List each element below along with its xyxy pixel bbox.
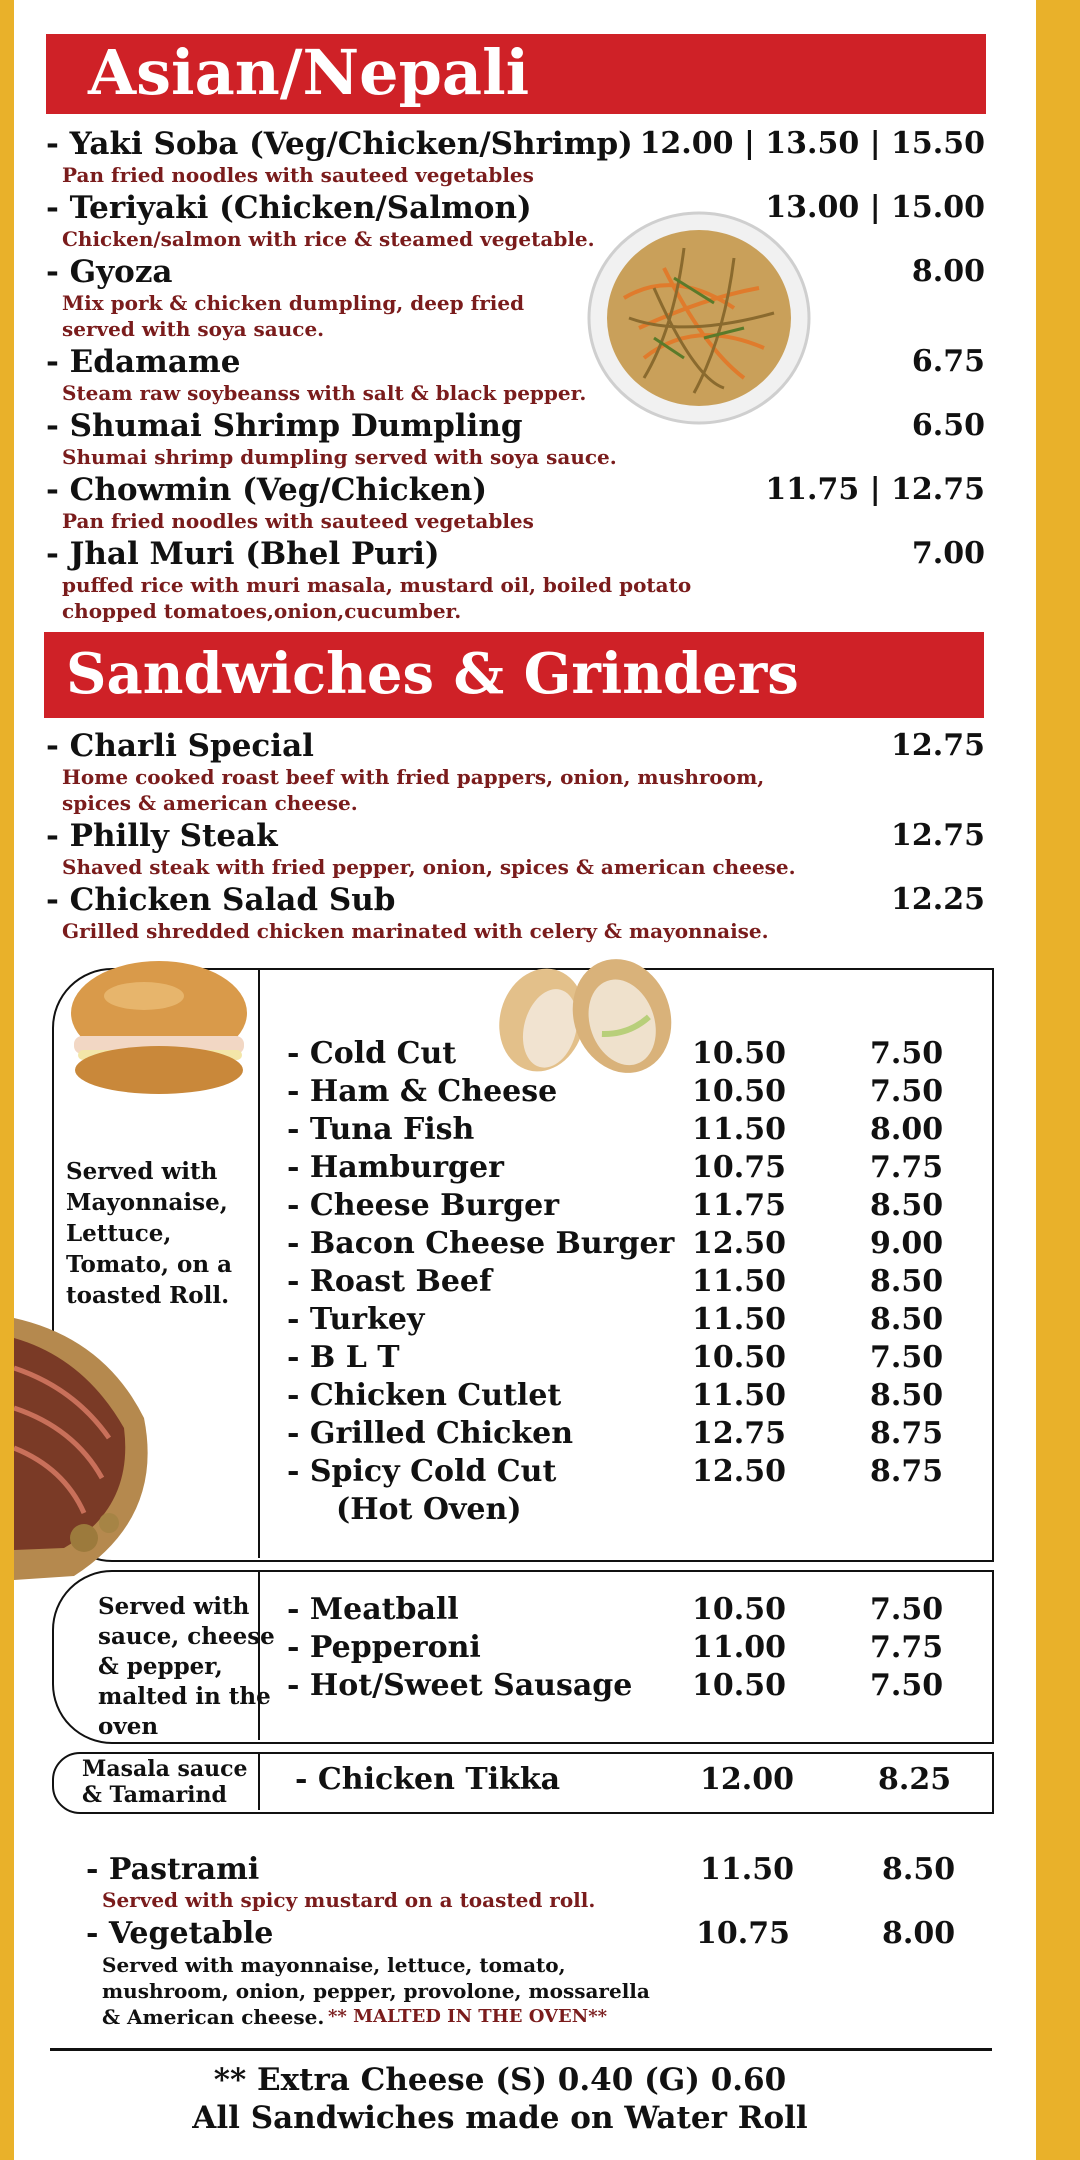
item-desc: Shumai shrimp dumpling served with soya sauce. bbox=[62, 445, 617, 469]
row-price-large: 11.75 bbox=[692, 1188, 786, 1223]
row-name: - Hamburger bbox=[287, 1150, 504, 1185]
row-price-large: 11.50 bbox=[692, 1264, 786, 1299]
menu-row bbox=[287, 1074, 944, 1109]
menu-row bbox=[287, 1630, 944, 1665]
item-desc: Served with mayonnaise, lettuce, tomato, mushroom, onion, pepper, provolone, mossarella & American cheese. bbox=[102, 1953, 650, 2029]
menu-row bbox=[287, 1378, 944, 1413]
row-name: - Grilled Chicken bbox=[287, 1416, 574, 1451]
row-price-large: 10.75 bbox=[692, 1150, 786, 1185]
row-name: - Vegetable bbox=[86, 1916, 274, 1951]
row-price-large: 12.50 bbox=[692, 1454, 786, 1489]
box-label: Served with sauce, cheese & pepper, malted in the oven bbox=[98, 1593, 275, 1740]
row-name: - Spicy Cold Cut bbox=[287, 1454, 557, 1489]
box-label: Served with Mayonnaise, Lettuce, Tomato, on a toasted Roll. bbox=[66, 1158, 233, 1309]
menu-item bbox=[46, 882, 985, 944]
row-price-small: 8.50 bbox=[870, 1378, 944, 1413]
row-price-large: 12.75 bbox=[692, 1416, 786, 1451]
row-price-small: 7.50 bbox=[870, 1036, 944, 1071]
menu-row bbox=[287, 1036, 944, 1071]
row-name: - Bacon Cheese Burger bbox=[287, 1226, 675, 1261]
item-desc: Pan fried noodles with sauteed vegetables bbox=[62, 163, 534, 187]
row-price-small: 7.50 bbox=[870, 1668, 944, 1703]
row-price-large: 10.50 bbox=[692, 1036, 786, 1071]
row-name: - B L T bbox=[287, 1340, 400, 1375]
row-name: - Pastrami bbox=[86, 1852, 260, 1887]
malted-note: ** MALTED IN THE OVEN** bbox=[328, 2006, 608, 2027]
menu-row bbox=[86, 1916, 956, 1951]
item-desc: Chicken/salmon with rice & steamed vegetable. bbox=[62, 227, 595, 251]
row-price-small: 7.75 bbox=[870, 1630, 944, 1665]
item-price: 8.00 bbox=[911, 254, 985, 289]
row-price-small: 7.50 bbox=[870, 1074, 944, 1109]
menu-row bbox=[287, 1264, 944, 1299]
menu-item bbox=[46, 190, 985, 252]
menu-row bbox=[287, 1668, 944, 1703]
row-price-small: 8.00 bbox=[882, 1916, 956, 1951]
sandwiches-title: Sandwiches & Grinders bbox=[66, 641, 799, 707]
row-price-large: 10.50 bbox=[692, 1074, 786, 1109]
roast-beef-image bbox=[14, 1298, 154, 1580]
menu-item bbox=[46, 818, 985, 880]
row-price-large: 10.50 bbox=[692, 1668, 786, 1703]
item-name: - Chicken Salad Sub bbox=[46, 882, 396, 918]
item-price: 12.75 bbox=[891, 818, 985, 853]
item-name: - Charli Special bbox=[46, 728, 314, 764]
row-price-small: 8.50 bbox=[870, 1264, 944, 1299]
row-price-large: 11.50 bbox=[692, 1112, 786, 1147]
row-price-large: 11.50 bbox=[692, 1378, 786, 1413]
item-name: - Jhal Muri (Bhel Puri) bbox=[46, 536, 440, 572]
item-desc: Steam raw soybeanss with salt & black pepper. bbox=[62, 381, 587, 405]
menu-row bbox=[287, 1112, 944, 1147]
item-price: 7.00 bbox=[911, 536, 985, 571]
item-name: - Yaki Soba (Veg/Chicken/Shrimp) bbox=[46, 126, 633, 162]
menu-row bbox=[295, 1762, 952, 1797]
menu-row bbox=[86, 1852, 956, 1887]
left-border bbox=[0, 0, 14, 2160]
row-name: - Chicken Tikka bbox=[295, 1762, 561, 1797]
menu-item bbox=[46, 126, 985, 188]
row-price-small: 7.50 bbox=[870, 1592, 944, 1627]
row-price-large: 11.50 bbox=[692, 1302, 786, 1337]
menu-item bbox=[46, 254, 985, 342]
item-price: 6.75 bbox=[911, 344, 985, 379]
footer-divider bbox=[50, 2048, 992, 2051]
menu-row bbox=[287, 1150, 944, 1185]
menu-item bbox=[46, 472, 985, 534]
row-price-small: 8.25 bbox=[878, 1762, 952, 1797]
menu-row bbox=[287, 1188, 944, 1223]
row-price-small: 9.00 bbox=[870, 1226, 944, 1261]
menu-row bbox=[287, 1416, 944, 1451]
sub-sandwich-image bbox=[492, 956, 682, 1084]
item-name: - Gyoza bbox=[46, 254, 173, 290]
menu-row bbox=[287, 1592, 944, 1627]
menu-row bbox=[287, 1340, 944, 1375]
row-price-large: 10.50 bbox=[692, 1592, 786, 1627]
row-name: - Turkey bbox=[287, 1302, 425, 1337]
extra-cheese-note: ** Extra Cheese (S) 0.40 (G) 0.60 bbox=[213, 2062, 787, 2098]
item-desc: Home cooked roast beef with fried pappers, onion, mushroom, spices & american cheese. bbox=[62, 765, 765, 815]
row-price-small: 8.50 bbox=[870, 1188, 944, 1223]
item-name: - Shumai Shrimp Dumpling bbox=[46, 408, 523, 444]
row-name: - Tuna Fish bbox=[287, 1112, 475, 1147]
row-price-small: 8.50 bbox=[870, 1302, 944, 1337]
menu-item bbox=[46, 344, 985, 406]
row-name: - Chicken Cutlet bbox=[287, 1378, 562, 1413]
item-price: 12.75 bbox=[891, 728, 985, 763]
row-price-small: 7.75 bbox=[870, 1150, 944, 1185]
row-price-small: 7.50 bbox=[870, 1340, 944, 1375]
row-price-large: 10.50 bbox=[692, 1340, 786, 1375]
menu-item bbox=[46, 728, 985, 816]
item-price: 12.25 bbox=[891, 882, 985, 917]
row-price-large: 11.00 bbox=[692, 1630, 786, 1665]
row-name: - Cheese Burger bbox=[287, 1188, 560, 1223]
item-desc: Mix pork & chicken dumpling, deep fried served with soya sauce. bbox=[62, 291, 525, 341]
row-name: - Hot/Sweet Sausage bbox=[287, 1668, 633, 1703]
menu-row bbox=[287, 1302, 944, 1337]
item-desc: Served with spicy mustard on a toasted roll. bbox=[102, 1888, 596, 1912]
menu-item bbox=[46, 536, 985, 624]
menu-row bbox=[287, 1226, 944, 1261]
item-name: - Teriyaki (Chicken/Salmon) bbox=[46, 190, 532, 226]
item-desc: Pan fried noodles with sauteed vegetables bbox=[62, 509, 534, 533]
item-price: 13.00 | 15.00 bbox=[765, 190, 985, 225]
sandwiches-banner bbox=[44, 632, 984, 718]
burger-image bbox=[64, 958, 254, 1100]
water-roll-note: All Sandwiches made on Water Roll bbox=[192, 2100, 808, 2136]
noodle-bowl-image bbox=[584, 208, 814, 428]
hot-oven-text: (Hot Oven) bbox=[336, 1492, 522, 1527]
item-desc: puffed rice with muri masala, mustard oil, boiled potato chopped tomatoes,onion,cucumber. bbox=[62, 573, 692, 623]
item-price: 12.00 | 13.50 | 15.50 bbox=[639, 126, 985, 161]
menu-item bbox=[46, 408, 985, 470]
row-price-large: 11.50 bbox=[700, 1852, 794, 1887]
row-price-small: 8.75 bbox=[870, 1416, 944, 1451]
box-divider bbox=[258, 968, 260, 1558]
row-name: - Ham & Cheese bbox=[287, 1074, 558, 1109]
row-price-small: 8.75 bbox=[870, 1454, 944, 1489]
item-name: - Philly Steak bbox=[46, 818, 278, 854]
row-name: - Roast Beef bbox=[287, 1264, 492, 1299]
row-name: - Cold Cut bbox=[287, 1036, 457, 1071]
item-price: 6.50 bbox=[911, 408, 985, 443]
right-border bbox=[1036, 0, 1080, 2160]
item-desc: Shaved steak with fried pepper, onion, spices & american cheese. bbox=[62, 855, 796, 879]
hot-oven-note bbox=[336, 1492, 522, 1527]
item-name: - Chowmin (Veg/Chicken) bbox=[46, 472, 488, 508]
box-label: Masala sauce & Tamarind bbox=[82, 1756, 248, 1808]
asian-title: Asian/Nepali bbox=[88, 36, 530, 109]
box-divider bbox=[258, 1752, 260, 1810]
row-name: - Pepperoni bbox=[287, 1630, 481, 1665]
item-name: - Edamame bbox=[46, 344, 241, 380]
row-name: - Meatball bbox=[287, 1592, 459, 1627]
row-price-small: 8.00 bbox=[870, 1112, 944, 1147]
asian-banner bbox=[46, 34, 986, 114]
item-price: 11.75 | 12.75 bbox=[765, 472, 985, 507]
row-price-large: 12.00 bbox=[700, 1762, 794, 1797]
menu-row bbox=[287, 1454, 944, 1489]
item-desc: Grilled shredded chicken marinated with celery & mayonnaise. bbox=[62, 919, 769, 943]
row-price-large: 10.75 bbox=[696, 1916, 790, 1951]
row-price-small: 8.50 bbox=[882, 1852, 956, 1887]
row-price-large: 12.50 bbox=[692, 1226, 786, 1261]
